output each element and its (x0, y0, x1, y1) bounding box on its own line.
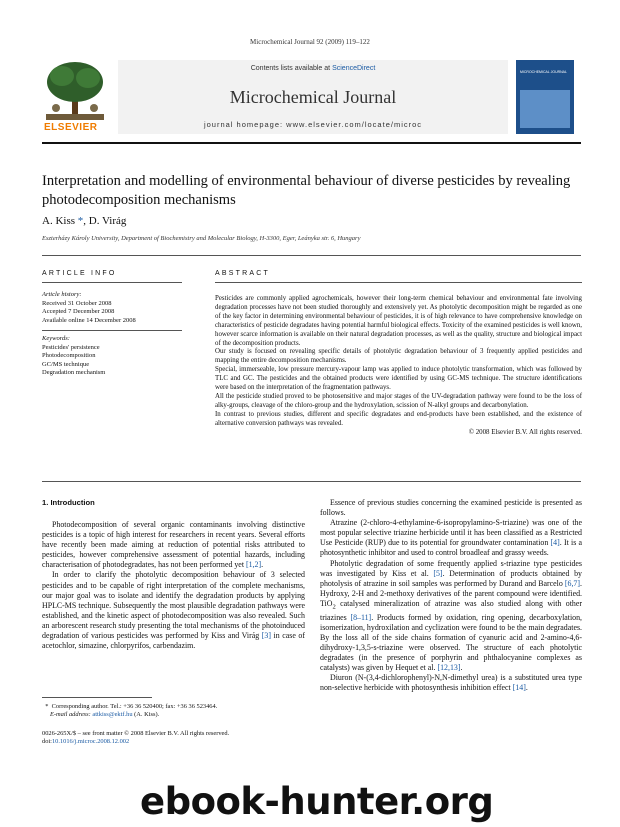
online-date: Available online 14 December 2008 (42, 316, 136, 324)
left-column (42, 520, 305, 651)
citation-link[interactable]: [4] (550, 538, 560, 548)
author-virag: , D. Virág (83, 215, 127, 227)
abstract-heading: ABSTRACT (215, 270, 270, 277)
contents-line (118, 65, 508, 72)
body-paragraph: Atrazine (2-chloro-4-ethylamine-6-isopropylamino-S-triazine) was one of the most popular selective triazine herbicide until it has been classified as a Restricted Use Pesticide (RUP) due to its potential for groundwater contamination [4]. It is a photosynthetic inhibitor and used to control broadleaf and grassy weeds. (320, 518, 582, 558)
issn-line: 0026-265X/$ – see front matter © 2008 Elsevier B.V. All rights reserved. (42, 730, 230, 737)
email-link[interactable]: attkiss@ektf.hu (92, 711, 133, 719)
article-history (42, 291, 182, 325)
body-paragraph: In order to clarify the photolytic decomposition behaviour of 3 selected pesticides and to be capable of right interpretation of the complete mechanisms, our major goal was to isolate and identify the degradation products by applying HPLC-MS technique. Subsequently the most plausible degradation pathways were established, and the kinetic aspect of photodecomposition was also revealed. Such an arborescent research study presenting the total mechanisms of the photoinduced degradation of various pesticides was performed by Kiss and Virág [3] in case of acetochlor, simazine, chlorpyrifos, carbendazim. (42, 570, 305, 651)
abstract-paragraph: Pesticides are commonly applied agrochemicals, however their long-term chemical behaviour and environmental fate involving degradation processes have not been studied thoroughly and extensively yet. As photolytic decomposition might be regarded as one of the key factor in determining environmental behaviour of pesticides, it is of high relevance to have comprehensive knowledge on characteristics of pesticide degradates having potential harmful biological effects. Toxicity of the examined pesticides is well known, however scarce information is available on their natural degradation processes, as well as the quality, structure and biological impact of the decomposition products. (215, 295, 582, 347)
keyword: Photodecomposition (42, 352, 96, 360)
sciencedirect-link[interactable]: ScienceDirect (332, 65, 376, 72)
doi-line: doi:10.1016/j.microc.2008.12.002 (42, 738, 130, 746)
right-column (320, 498, 582, 693)
masthead-rule (42, 142, 581, 144)
footnote-email: E-mail address: attkiss@ektf.hu (A. Kiss). (50, 711, 160, 719)
corresponding-mark[interactable]: * (77, 215, 84, 227)
abstract-body (215, 295, 582, 438)
body-paragraph: Photolytic degradation of some frequently applied s-triazine type pesticides was investigated by Kiss et al. [5]. Determination of products obtained by photolysis of atrazine in soil samples was performed by Durand and Barcelo [6,7]. Hydroxy, 2-H and 2-methoxy derivatives of the parent compound were identified. TiO$_2$ catalysed mineralization of atrazine was also studied along with other triazines [8–11]. Products formed by oxidation, ring opening, decarboxylation, isomerization, hydroxilation and cyclization were found to be the main degradates. By the loss all of the side chains formation of cyanuric acid and 2-amino-4,6-dihydroxy-1,3,5-s-triazine were observed. The structure of each photolytic degradates (in the presence of porphyrin and phthalocyanine complexes as catalysts) was given by Hequet et al. [12,13]. (320, 558, 583, 673)
citation-link[interactable]: [6,7] (564, 578, 581, 588)
section-heading-introduction: 1. Introduction (42, 498, 95, 507)
citation-link[interactable]: [5] (433, 568, 443, 578)
abstract-rule (215, 282, 582, 283)
abstract-bottom-rule (42, 481, 581, 482)
citation-link[interactable]: [12,13] (437, 663, 461, 673)
elsevier-logo (42, 60, 108, 134)
running-head: Microchemical Journal 92 (2009) 119–122 (250, 38, 370, 46)
journal-title: Microchemical Journal (229, 87, 397, 107)
article-identifiers (42, 730, 302, 746)
author-kiss: A. Kiss (42, 215, 76, 227)
keywords (42, 335, 182, 378)
citation-link[interactable]: [1,2] (245, 560, 262, 570)
copyright-line: © 2008 Elsevier B.V. All rights reserved. (468, 428, 582, 436)
journal-homepage[interactable]: journal homepage: www.elsevier.com/locate/microc (203, 120, 423, 129)
citation-link[interactable]: [14] (512, 683, 526, 693)
footnote (42, 703, 302, 719)
watermark: ebook-hunter.org (140, 780, 494, 823)
body-paragraph: Diuron (N-(3,4-dichlorophenyl)-N,N-dimethyl urea) is a substituted urea type non-selective herbicide with photosynthesis inhibition effect [14]. (320, 673, 582, 693)
elsevier-tree-icon (42, 60, 108, 122)
accepted-date: Accepted 7 December 2008 (42, 308, 115, 316)
body-paragraph: Photodecomposition of several organic contaminants involving distinctive pesticides is a topic of high interest for researchers in recent years. Several efforts have recently been made aiming at reduction of potential risks attributed to pesticides, however comprehensive assessment of potential hazards, including characterisation of photodegradates, has not been performed yet [1,2]. (42, 520, 305, 570)
affil-rule (42, 255, 581, 256)
history-label: Article history: (42, 291, 82, 298)
abstract-paragraph: In contrast to previous studies, different and specific degradates and end-products have been established, and the existence of alternative conversion pathways was revealed. (215, 410, 582, 427)
info-rule (42, 282, 182, 283)
authors (42, 215, 126, 227)
abstract-paragraph: Special, immerseable, low pressure mercury-vapour lamp was applied to induce photolytic transformation, which was followed by TLC and GC. The pesticides and the obtained products were identified by using GC-MS technique. The structure identifications were based on the interpretation of the fragmentation pathways. (215, 366, 582, 392)
citation-link[interactable]: [3] (261, 631, 271, 641)
article-info-heading: ARTICLE INFO (42, 270, 117, 277)
doi-link[interactable]: 10.1016/j.microc.2008.12.002 (51, 738, 130, 746)
keyword: Degradation mechanism (42, 369, 106, 377)
masthead (42, 60, 581, 142)
affiliation: Eszterházy Károly University, Department of Biochemistry and Molecular Biology, H-3300, Eger, Leányka str. 6, Hungary (42, 235, 361, 242)
history-rule (42, 330, 182, 331)
footnote-rule (42, 697, 152, 698)
citation-link[interactable]: [8–11] (350, 612, 372, 622)
keyword: GC/MS technique (42, 360, 90, 368)
abstract-paragraph: All the pesticide studied proved to be photosensitive and major stages of the UV-degradation pathway were found to be the loss of alky-groups, cleavage of the chloro-group and the hydroxylation, scission of N-alkyl groups and decarbonylation. (215, 392, 582, 409)
journal-banner (118, 60, 508, 134)
abstract-paragraph: Our study is focused on revealing specific details of photolytic degradation behaviour of 3 frequently applied pesticides and mapping the entire decomposition mechanisms. (215, 348, 582, 365)
body-paragraph: Essence of previous studies concerning the examined pesticide is presented as follows. (320, 498, 582, 518)
received-date: Received 31 October 2008 (42, 299, 112, 307)
keyword: Pesticides' persistence (42, 343, 100, 351)
article-title: Interpretation and modelling of environmental behaviour of diverse pesticides by revealing photodecomposition mechanisms (42, 173, 571, 208)
cover-image (520, 90, 570, 128)
keywords-label: Keywords: (42, 335, 70, 342)
journal-cover (516, 60, 574, 134)
publisher-name: ELSEVIER (44, 122, 98, 133)
cover-title: MICROCHEMICAL JOURNAL (520, 70, 567, 74)
footnote-corresponding: * Corresponding author. Tel.: +36 36 520400; fax: +36 36 523464. (45, 703, 218, 710)
contents-prefix: Contents lists available at (250, 65, 331, 72)
